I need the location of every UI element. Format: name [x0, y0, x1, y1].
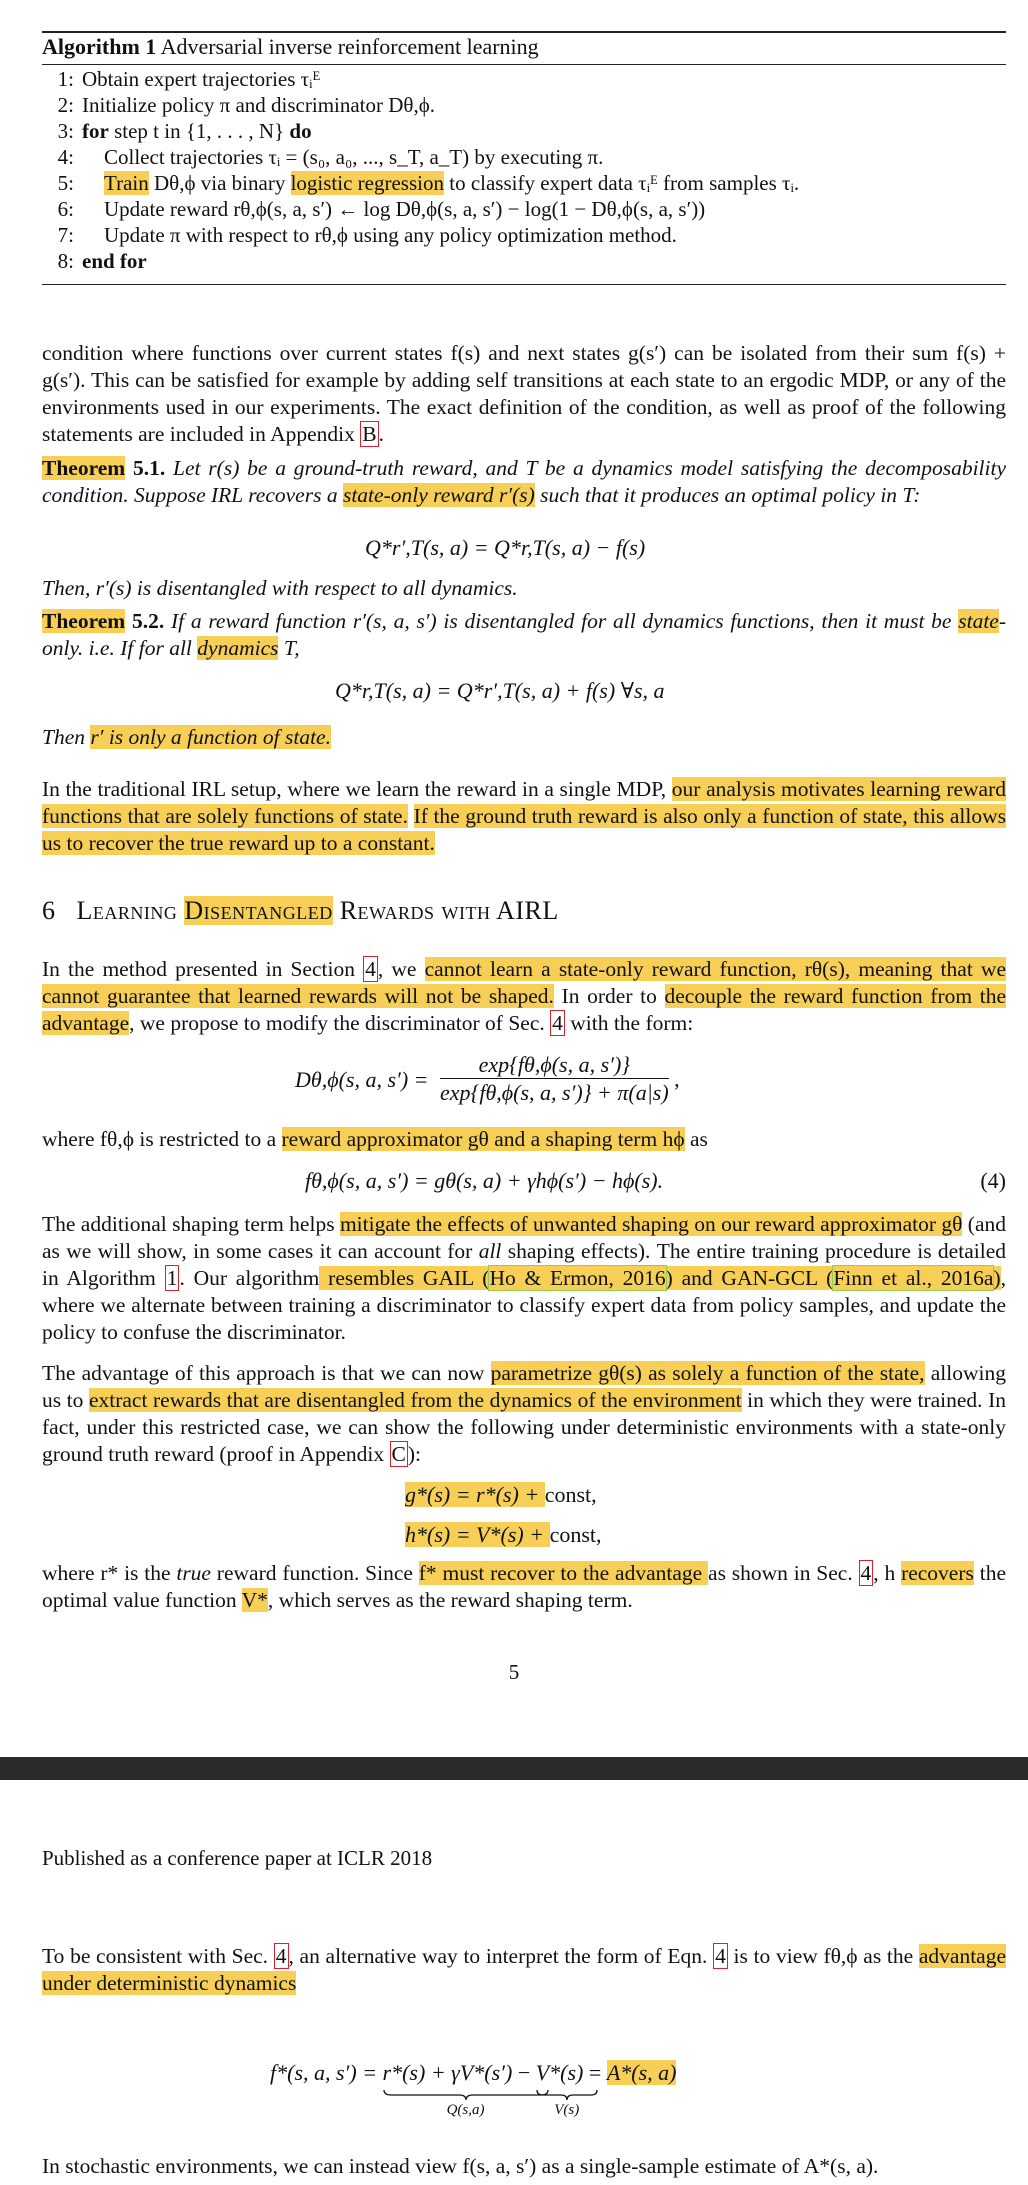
keyword-do: do — [289, 119, 312, 143]
highlight: extract rewards that are disentangled from the dynamics of the environment — [88, 1388, 742, 1412]
equation-punct: , — [674, 1066, 680, 1092]
step-number: 2: — [57, 93, 74, 117]
step-text: step t in {1, . . . , N} — [108, 119, 290, 143]
paragraph-text: where fθ,ϕ is restricted to a — [42, 1127, 282, 1151]
paragraph-condition — [42, 340, 1006, 448]
highlight: decouple the reward function from the advantage — [42, 984, 1007, 1035]
equation-text: V*(s) — [535, 2060, 584, 2085]
theorem-text: If a reward function r′(s, a, s′) is disentangled for all dynamics functions, then it must be — [164, 609, 959, 633]
paragraph-text: is to view fθ,ϕ as the — [727, 1944, 919, 1968]
paragraph-text: , where we alternate between training a discriminator to classify expert data from policy samples, and update the policy to confuse the discriminator. — [42, 1266, 1006, 1344]
equation-q-shift-2 — [335, 678, 665, 704]
highlight: Train — [104, 171, 149, 195]
theorem-label: Theorem — [42, 609, 126, 633]
theorem-label: Theorem — [42, 456, 126, 480]
paragraph-text: In stochastic environments, we can instead view f(s, a, s′) as a single-sample estimate of A*(s, a). — [42, 2154, 879, 2178]
equation-4 — [305, 1168, 663, 1194]
equation-discriminator — [295, 1052, 680, 1107]
step-number: 4: — [57, 145, 74, 169]
paragraph-text: (and as we will show, in some cases it can account for — [42, 1212, 1006, 1263]
highlight: V* — [241, 1588, 268, 1612]
section-heading — [42, 895, 1006, 927]
highlight: dynamics — [197, 636, 279, 660]
theorem-text: -only. i.e. If for all — [42, 609, 1007, 660]
paragraph-text — [408, 804, 414, 828]
equation-denominator: exp{fθ,ϕ(s, a, s′)} + π(a|s) — [440, 1080, 669, 1105]
theorem-5-2-conclusion — [42, 724, 1006, 751]
highlight: logistic regression — [290, 171, 444, 195]
step-text: Update reward rθ,ϕ(s, a, s′) ← log Dθ,ϕ(s, a, s′) − log(1 − Dθ,ϕ(s, a, s′)) — [104, 197, 706, 221]
theorem-number: 5.1. — [125, 456, 166, 480]
paragraph-text: the optimal value function — [42, 1561, 1006, 1612]
algorithm-step — [57, 145, 604, 170]
citation-link[interactable]: Finn et al., 2016a — [833, 1266, 994, 1290]
appendix-ref-link[interactable]: B — [362, 422, 377, 446]
section-number: 6 — [42, 896, 56, 925]
highlight: g*(s) = r*(s) + — [405, 1482, 545, 1507]
paragraph-text: , which serves as the reward shaping term. — [267, 1588, 633, 1612]
paragraph-text: , h — [873, 1561, 902, 1585]
paragraph-text: , we — [377, 957, 425, 981]
section-ref-link[interactable]: 4 — [860, 1561, 872, 1585]
paragraph-true-reward — [42, 1560, 1006, 1614]
page-number: 5 — [508, 1660, 520, 1684]
highlight: recovers — [901, 1561, 974, 1585]
step-text: Update π with respect to rθ,ϕ using any policy optimization method. — [104, 223, 677, 247]
equation-lhs: f*(s, a, s′) = — [270, 2060, 383, 2085]
equation-text: r*(s) + γV*(s′) — [382, 2060, 513, 2085]
algorithm-step — [48, 67, 320, 92]
step-text: to classify expert data τᵢᴱ from samples τᵢ. — [443, 171, 800, 195]
underbrace-v — [536, 2089, 598, 2101]
paragraph-text: . Our algorithm — [179, 1266, 320, 1290]
theorem-5-1-conclusion — [42, 575, 1006, 602]
highlight: mitigate the effects of unwanted shaping on our reward approximator gθ — [339, 1212, 963, 1236]
algorithm-step — [57, 171, 800, 196]
algorithm-label: Algorithm 1 — [42, 34, 157, 59]
theorem-text: T, — [278, 636, 300, 660]
algorithm-title: Adversarial inverse reinforcement learning — [160, 34, 539, 59]
header-text: Published as a conference paper at ICLR 2018 — [42, 1846, 433, 1870]
theorem-number: 5.2. — [125, 609, 165, 633]
step-text: Obtain expert trajectories τᵢᴱ — [82, 67, 321, 91]
underbrace-label: V(s) — [554, 2102, 580, 2118]
algorithm-step — [57, 197, 706, 222]
emphasis: all — [478, 1239, 502, 1263]
paragraph-text: shaping effects). The entire training procedure is detailed in Algorithm — [42, 1239, 1006, 1290]
paragraph-text: with the form: — [564, 1011, 694, 1035]
theorem-5-2 — [42, 608, 1006, 662]
paragraph-text: reward function. Since — [210, 1561, 419, 1585]
paragraph-text: allowing us to — [42, 1361, 1006, 1412]
paragraph-text: . — [378, 422, 384, 446]
paragraph-traditional-irl — [42, 776, 1006, 857]
equation-text: const, — [549, 1522, 602, 1547]
v-term — [535, 2060, 584, 2118]
paragraph-text: In the traditional IRL setup, where we learn the reward in a single MDP, — [42, 777, 672, 801]
algorithm-mid-rule — [42, 64, 1006, 65]
highlight: parametrize gθ(s) as solely a function of the state, — [490, 1361, 925, 1385]
paragraph-consistent — [42, 1943, 1006, 1997]
highlight: advantage under deterministic dynamics — [42, 1944, 1007, 1995]
paragraph-stochastic — [42, 2153, 1006, 2180]
equation-text: Q*r,T(s, a) = Q*r′,T(s, a) + f(s) ∀s, a — [335, 678, 665, 703]
equation-number — [980, 1168, 1006, 1194]
step-number: 1: — [57, 67, 74, 91]
step-number: 7: — [57, 223, 74, 247]
theorem-text: such that it produces an optimal policy in T: — [534, 483, 921, 507]
emphasis: true — [176, 1561, 211, 1585]
equation-lhs: Dθ,ϕ(s, a, s′) = — [295, 1066, 429, 1092]
section-title: Rewards with AIRL — [332, 896, 559, 925]
highlight: h*(s) = V*(s) + — [405, 1522, 550, 1547]
algorithm-ref-link[interactable]: 1 — [166, 1266, 178, 1290]
equation-text: = — [583, 2060, 607, 2085]
algorithm-step — [57, 223, 677, 248]
page-separator — [0, 1757, 1028, 1780]
paragraph-text: The additional shaping term helps — [42, 1212, 340, 1236]
algorithm-bottom-rule — [42, 284, 1006, 285]
paragraph-text: To be consistent with Sec. — [42, 1944, 274, 1968]
highlight: Disentangled — [184, 896, 333, 925]
section-ref-link[interactable]: 4 — [275, 1944, 287, 1968]
theorem-text: Then, r′(s) is disentangled with respect to all dynamics. — [42, 576, 518, 600]
paragraph-text: In order to — [553, 984, 665, 1008]
theorem-text: Then — [42, 725, 91, 749]
equation-text: − — [512, 2060, 536, 2085]
appendix-ref-link[interactable]: C — [391, 1442, 406, 1466]
highlight: If the ground truth reward is also only a function of state, this allows us to recover the true reward up to a constant. — [42, 804, 1007, 855]
highlight: reward approximator gθ and a shaping term hϕ — [281, 1127, 685, 1151]
equation-numerator: exp{fθ,ϕ(s, a, s′)} — [478, 1052, 631, 1077]
paragraph-text: where r* is the — [42, 1561, 177, 1585]
highlight: r′ is only a function of state. — [90, 725, 331, 749]
equation-g-star — [405, 1482, 597, 1508]
highlight: resembles GAIL ( — [319, 1266, 490, 1290]
equation-text: const, — [544, 1482, 597, 1507]
paragraph-shaping — [42, 1211, 1006, 1346]
underbrace-q — [383, 2089, 549, 2101]
keyword-end-for: end for — [82, 249, 147, 273]
paragraph-text: in which they were trained. In fact, under this restricted case, we can show the following under deterministic environments with a state-only ground truth reward (proof in Appendix — [42, 1388, 1007, 1466]
paragraph-text: ): — [407, 1442, 421, 1466]
equation-q-shift — [365, 535, 645, 561]
paragraph-text: In the method presented in Section — [42, 957, 364, 981]
theorem-5-1 — [42, 455, 1006, 509]
algorithm-step — [48, 119, 312, 144]
paragraph-text: , an alternative way to interpret the form of Eqn. — [288, 1944, 714, 1968]
highlight: f* must recover to the advantage — [418, 1561, 709, 1585]
highlight: ) and GAN-GCL ( — [665, 1266, 834, 1290]
highlight: A*(s, a) — [606, 2060, 677, 2085]
paragraph-text: The advantage of this approach is that we can now — [42, 1361, 491, 1385]
highlight: state — [958, 609, 999, 633]
paragraph-method — [42, 956, 1006, 1037]
highlight: ) — [993, 1266, 1001, 1290]
paragraph-text: as — [684, 1127, 708, 1151]
equation-label: (4) — [980, 1168, 1006, 1193]
q-term — [382, 2060, 513, 2118]
algorithm-step — [48, 93, 435, 118]
equation-f-star — [270, 2060, 677, 2118]
step-text: Dθ,ϕ via binary — [148, 171, 291, 195]
section-title: Learning — [76, 896, 185, 925]
keyword-for: for — [82, 119, 109, 143]
highlight: our analysis motivates learning reward functions that are solely functions of state. — [42, 777, 1006, 828]
section-ref-link[interactable]: 4 — [365, 957, 376, 981]
paragraph-text: condition where functions over current states f(s) and next states g(s′) can be isolated from their sum f(s) + g(s′). This can be satisfied for example by adding self transitions at each state to an ergodic MDP, or any of the environments used in our experiments. The exact definition of the condition, as well as proof of the following statements are included in Appendix — [42, 341, 1006, 446]
highlight: state-only reward r′(s) — [342, 483, 535, 507]
algorithm-header — [42, 33, 1006, 61]
step-text: Initialize policy π and discriminator Dθ,ϕ. — [82, 93, 436, 117]
equation-h-star — [405, 1522, 602, 1548]
algorithm-step — [48, 249, 147, 274]
paragraph-text: as shown in Sec. — [708, 1561, 859, 1585]
equation-text: fθ,ϕ(s, a, s′) = gθ(s, a) + γhϕ(s′) − hϕ(s). — [305, 1168, 664, 1193]
step-text: Collect trajectories τᵢ = (s₀, a₀, ..., s_T, a_T) by executing π. — [104, 145, 604, 169]
paragraph-advantage — [42, 1360, 1006, 1468]
step-number: 6: — [57, 197, 74, 221]
step-number: 5: — [57, 171, 74, 195]
paragraph-text: , we propose to modify the discriminator of Sec. — [129, 1011, 551, 1035]
underbrace-label: Q(s,a) — [446, 2102, 485, 2118]
citation-link[interactable]: Ho & Ermon, 2016 — [489, 1266, 666, 1290]
equation-text: Q*r′,T(s, a) = Q*r,T(s, a) − f(s) — [365, 535, 646, 560]
equation-ref-link[interactable]: 4 — [715, 1944, 726, 1968]
section-ref-link[interactable]: 4 — [552, 1011, 563, 1035]
step-number: 3: — [57, 119, 74, 143]
theorem-text: Let r(s) be a ground-truth reward, and T be a dynamics model satisfying the decomposability condition. Suppose IRL recovers a — [42, 456, 1007, 507]
paragraph-where — [42, 1126, 1006, 1153]
highlight: cannot learn a state-only reward function, rθ(s), meaning that we cannot guarantee that learned rewards will not be shaped. — [42, 957, 1006, 1008]
running-header — [42, 1846, 1006, 1871]
step-number: 8: — [57, 249, 74, 273]
